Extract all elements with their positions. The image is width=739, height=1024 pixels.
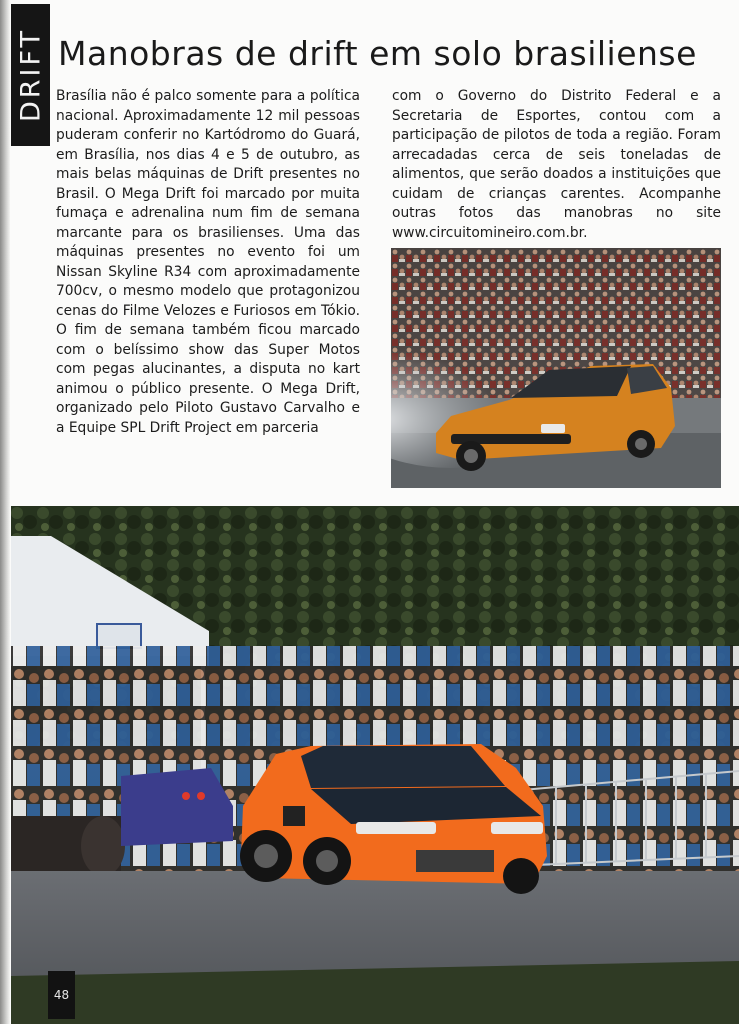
- article-title: Manobras de drift em solo brasiliense: [58, 34, 697, 73]
- page-binding-shadow: [0, 0, 10, 1024]
- article-column-right: com o Governo do Distrito Federal e a Secretaria de Esportes, contou com a participação de pilotos de toda a região. Foram arrecadadas cerca de seis toneladas de alimentos, que serão doados a instituições que cuidam de crianças carentes. Acompanhe outras fotos das manobras no site www.circuitomineiro.com.br.: [392, 88, 721, 241]
- photo-drift-car-smoke: [391, 248, 721, 488]
- photo-orange-car-crowd: [11, 506, 739, 1024]
- section-tab-label: DRIFT: [15, 27, 46, 123]
- article-column-left: Brasília não é palco somente para a política nacional. Aproximadamente 12 mil pessoas puderam conferir no Kartódromo do Guará, em Brasília, nos dias 4 e 5 de outubro, as mais belas máquinas de Drift presentes no Brasil. O Mega Drift foi marcado por muita fumaça e adrenalina num fim de semana marcante para os brasilienses. Uma das máquinas presentes no evento foi um Nissan Skyline R34 com aproximadamente 700cv, o mesmo modelo que protagonizou cenas do Filme Velozes e Furiosos em Tókio. O fim de semana também ficou marcado com o belíssimo show das Super Motos com pegas alucinantes, a disputa no kart animou o público presente. O Mega Drift, organizado pelo Piloto Gustavo Carvalho e a Equipe SPL Drift Project em parceria: [56, 88, 360, 436]
- page-number: 48: [48, 971, 75, 1019]
- section-tab: [11, 4, 50, 146]
